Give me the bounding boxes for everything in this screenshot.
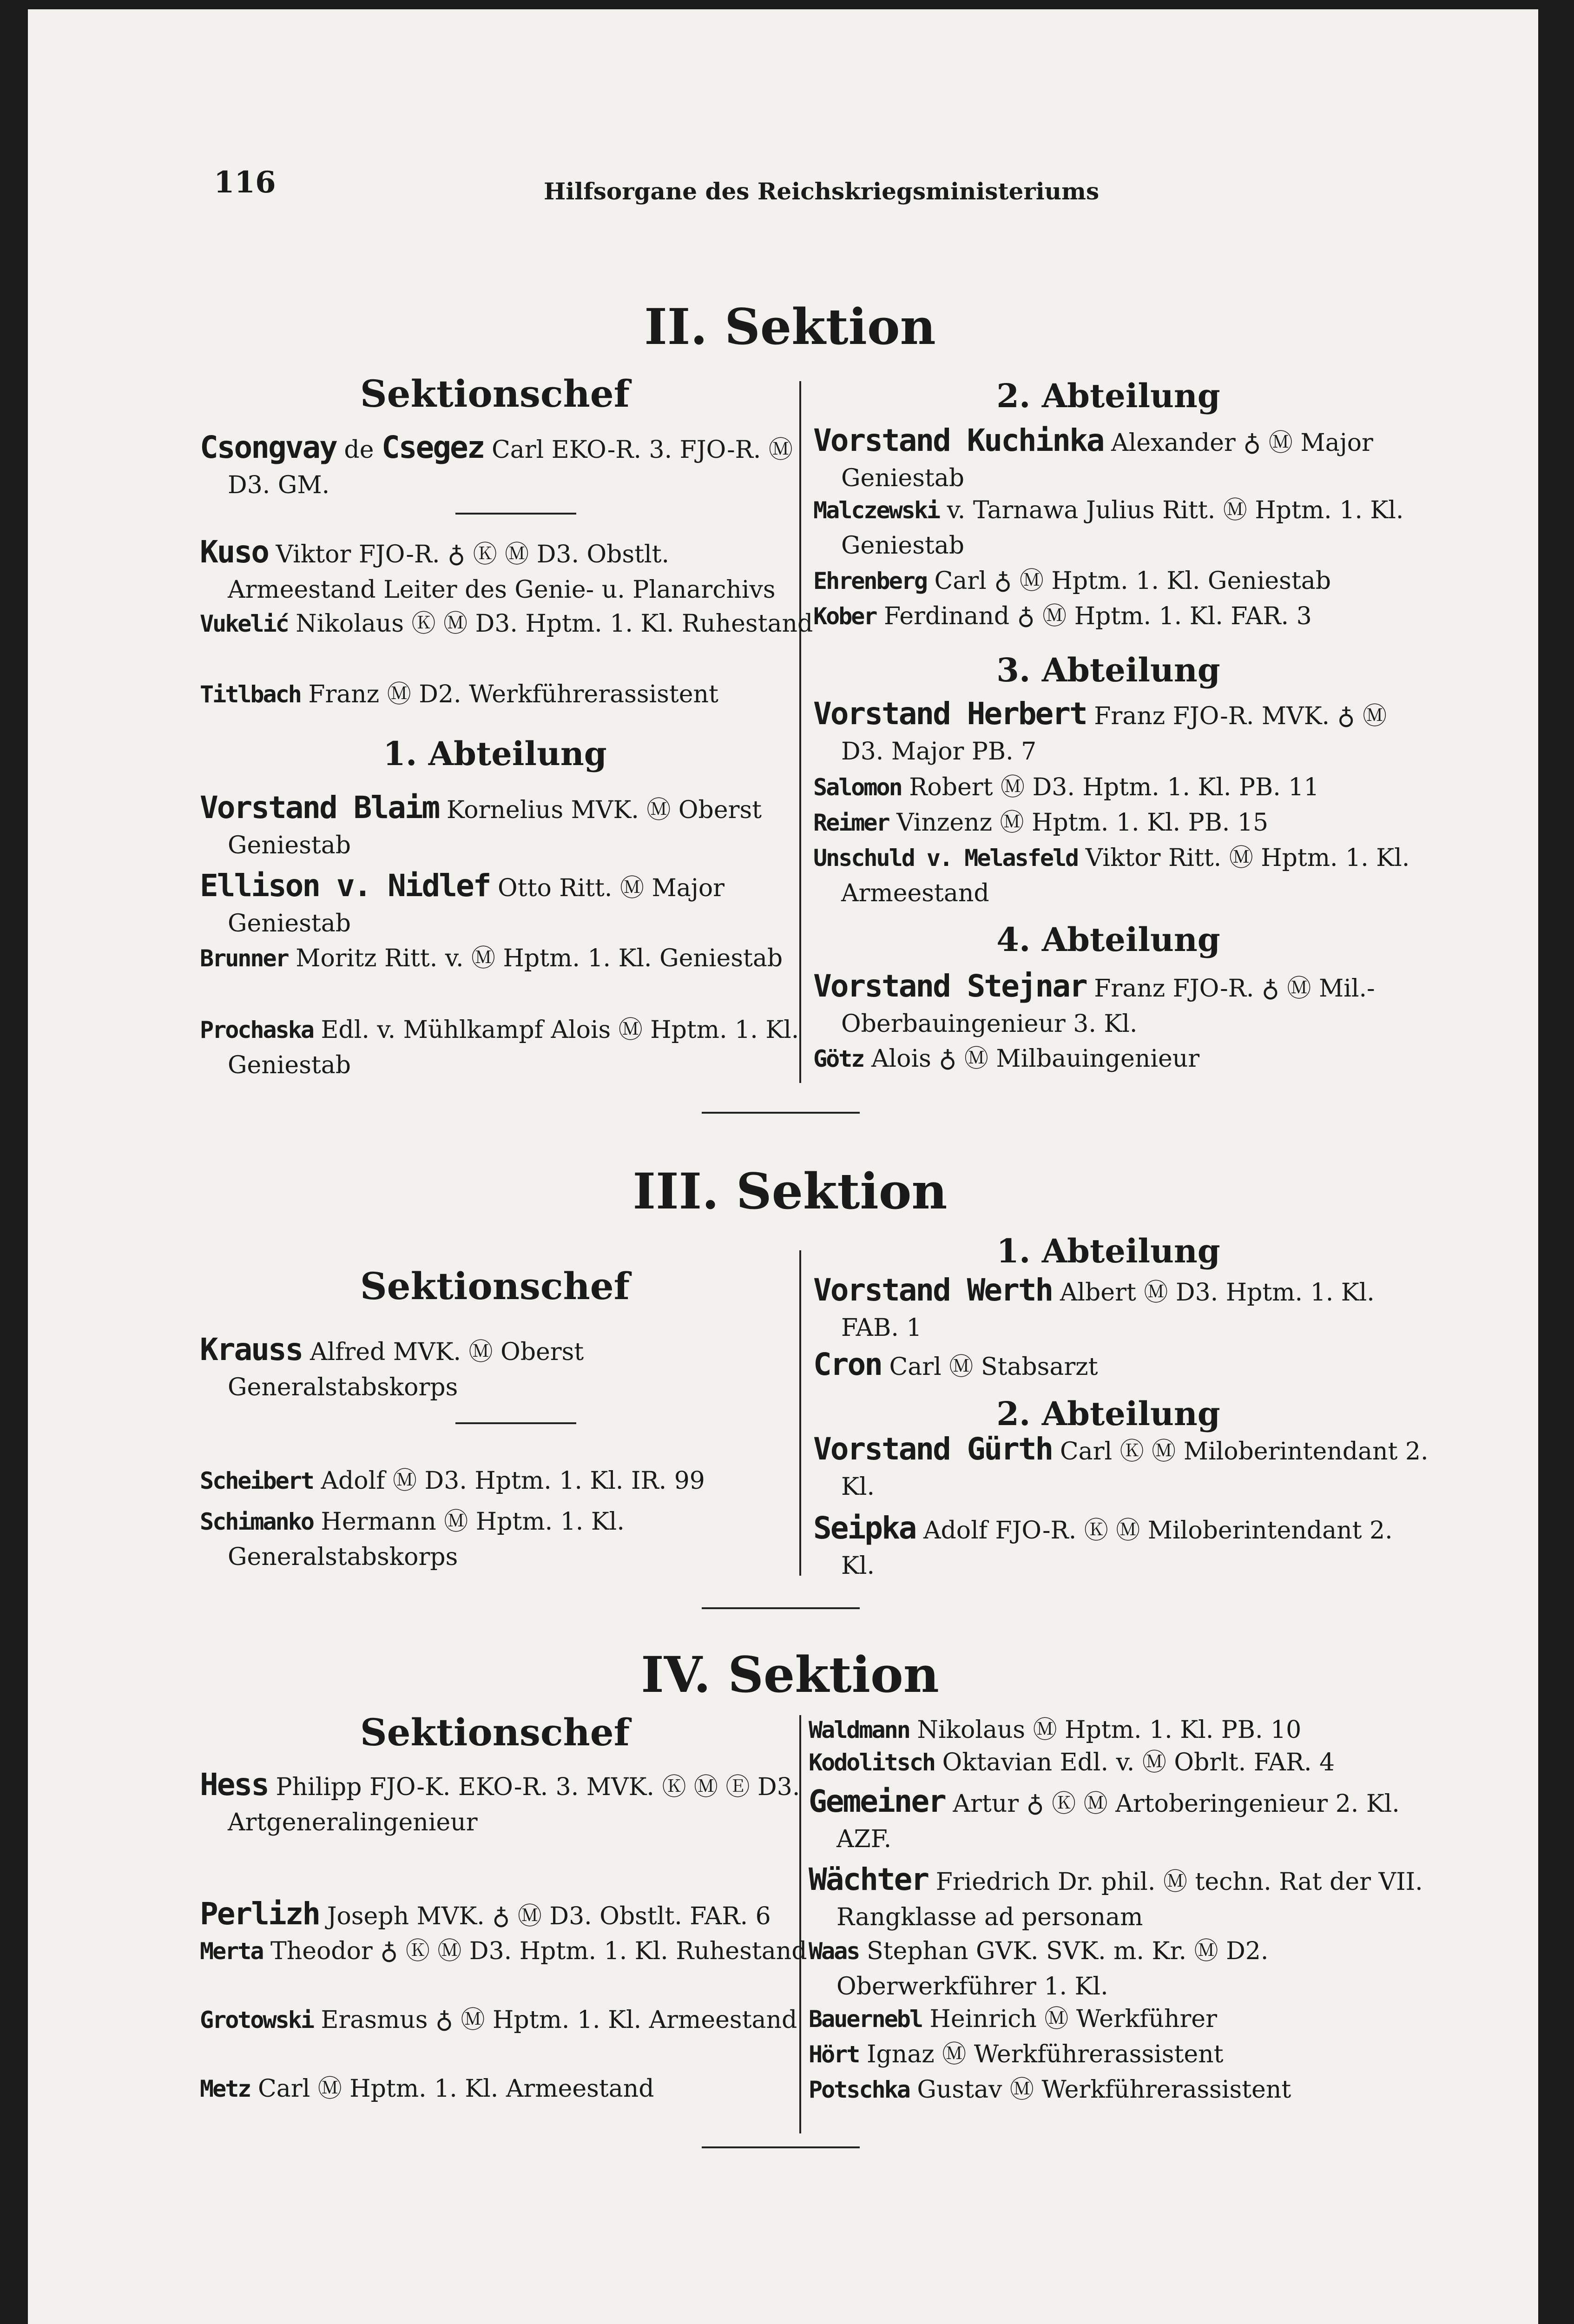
list-item: Waldmann Nikolaus Ⓜ Hptm. 1. Kl. PB. 10 [809, 1716, 1302, 1744]
list-item: Vorstand Kuchinka Alexander ♁ Ⓜ Major Geniestab [813, 423, 1373, 492]
list-item: Gemeiner Artur ♁ Ⓚ Ⓜ Artoberingenieur 2. Kl. AZF. [809, 1783, 1400, 1853]
list-item: Wächter Friedrich Dr. phil. Ⓜ techn. Rat der VII. Rangklasse ad personam [809, 1862, 1423, 1931]
abteilung-3-heading: 3. Abteilung [996, 651, 1220, 689]
list-item: Kuso Viktor FJO-R. ♁ Ⓚ Ⓜ D3. Obstlt. Armeestand Leiter des Genie- u. Planarchivs [200, 534, 776, 604]
divider [702, 1607, 860, 1609]
running-title: Hilfsorgane des Reichskriegsministeriums [544, 178, 1100, 205]
list-item: Vorstand Stejnar Franz FJO-R. ♁ Ⓜ Mil.-Oberbauingenieur 3. Kl. [813, 968, 1375, 1038]
sektionschef-heading: Sektionschef [360, 1710, 630, 1754]
list-item: Götz Alois ♁ Ⓜ Milbauingenieur [813, 1045, 1200, 1073]
section-title-iii: III. Sektion [632, 1162, 948, 1220]
page-number: 116 [214, 165, 276, 200]
section-title-ii: II. Sektion [644, 297, 936, 356]
list-item: Kober Ferdinand ♁ Ⓜ Hptm. 1. Kl. FAR. 3 [813, 602, 1312, 630]
list-item: Ehrenberg Carl ♁ Ⓜ Hptm. 1. Kl. Geniestab [813, 567, 1331, 595]
abteilung-2-heading: 2. Abteilung [996, 1394, 1220, 1433]
list-item: Schimanko Hermann Ⓜ Hptm. 1. Kl. Generalstabskorps [200, 1508, 625, 1571]
list-item: Vorstand Werth Albert Ⓜ D3. Hptm. 1. Kl. FAB. 1 [813, 1272, 1375, 1342]
list-item: Perlizh Joseph MVK. ♁ Ⓜ D3. Obstlt. FAR. 6 [200, 1896, 771, 1932]
divider [455, 513, 576, 515]
list-item: Vorstand Herbert Franz FJO-R. MVK. ♁ Ⓜ D3. Major PB. 7 [813, 696, 1387, 766]
abteilung-1-heading: 1. Abteilung [996, 1232, 1220, 1270]
list-item: Reimer Vinzenz Ⓜ Hptm. 1. Kl. PB. 15 [813, 809, 1269, 837]
section-title-iv: IV. Sektion [641, 1645, 939, 1703]
abteilung-4-heading: 4. Abteilung [996, 920, 1220, 959]
list-item: Metz Carl Ⓜ Hptm. 1. Kl. Armeestand [200, 2075, 654, 2103]
divider [702, 1112, 860, 1114]
list-item: Ellison v. Nidlef Otto Ritt. Ⓜ Major Geniestab [200, 868, 725, 938]
abteilung-1-heading: 1. Abteilung [383, 734, 607, 773]
list-item: Waas Stephan GVK. SVK. m. Kr. Ⓜ D2. Oberwerkführer 1. Kl. [809, 1937, 1269, 2000]
list-item: Salomon Robert Ⓜ D3. Hptm. 1. Kl. PB. 11 [813, 773, 1319, 801]
list-item: Merta Theodor ♁ Ⓚ Ⓜ D3. Hptm. 1. Kl. Ruhestand [200, 1937, 807, 1965]
list-item: Cron Carl Ⓜ Stabsarzt [813, 1347, 1098, 1382]
list-item: Scheibert Adolf Ⓜ D3. Hptm. 1. Kl. IR. 99 [200, 1467, 705, 1495]
list-item: Unschuld v. Melasfeld Viktor Ritt. Ⓜ Hptm. 1. Kl. Armeestand [813, 844, 1410, 907]
list-item: Titlbach Franz Ⓜ D2. Werkführerassistent [200, 680, 718, 708]
list-item: Bauernebl Heinrich Ⓜ Werkführer [809, 2005, 1217, 2033]
page [28, 9, 1538, 2324]
list-item: Hört Ignaz Ⓜ Werkführerassistent [809, 2040, 1224, 2068]
list-item: Krauss Alfred MVK. Ⓜ Oberst Generalstabskorps [200, 1332, 584, 1401]
list-item: Prochaska Edl. v. Mühlkampf Alois Ⓜ Hptm. 1. Kl. Geniestab [200, 1016, 799, 1079]
list-item: Vorstand Blaim Kornelius MVK. Ⓜ Oberst Geniestab [200, 790, 762, 859]
list-item: Seipka Adolf FJO-R. Ⓚ Ⓜ Miloberintendant 2. Kl. [813, 1510, 1393, 1580]
list-item: Kodolitsch Oktavian Edl. v. Ⓜ Obrlt. FAR. 4 [809, 1749, 1335, 1776]
sektionschef-heading: Sektionschef [360, 372, 630, 416]
list-item: Malczewski v. Tarnawa Julius Ritt. Ⓜ Hptm. 1. Kl. Geniestab [813, 496, 1404, 560]
list-item: Vorstand Gürth Carl Ⓚ Ⓜ Miloberintendant 2. Kl. [813, 1431, 1429, 1501]
list-item: Vukelić Nikolaus Ⓚ Ⓜ D3. Hptm. 1. Kl. Ruhestand [200, 610, 813, 638]
list-item: Grotowski Erasmus ♁ Ⓜ Hptm. 1. Kl. Armeestand [200, 2006, 797, 2034]
abteilung-2-heading: 2. Abteilung [996, 376, 1220, 415]
list-item: Brunner Moritz Ritt. v. Ⓜ Hptm. 1. Kl. Geniestab [200, 944, 783, 972]
sektionschef-heading: Sektionschef [360, 1264, 630, 1308]
divider [702, 2146, 860, 2148]
divider [455, 1422, 576, 1424]
entry-name: Csongvay [200, 429, 336, 465]
chef-entry: Csongvay de Csegez Carl EKO-R. 3. FJO-R. Ⓜ D3. GM. [200, 429, 793, 499]
list-item: Potschka Gustav Ⓜ Werkführerassistent [809, 2076, 1291, 2104]
chef-entry: Hess Philipp FJO-K. EKO-R. 3. MVK. Ⓚ Ⓜ Ⓔ D3. Artgeneralingenieur [200, 1767, 800, 1836]
